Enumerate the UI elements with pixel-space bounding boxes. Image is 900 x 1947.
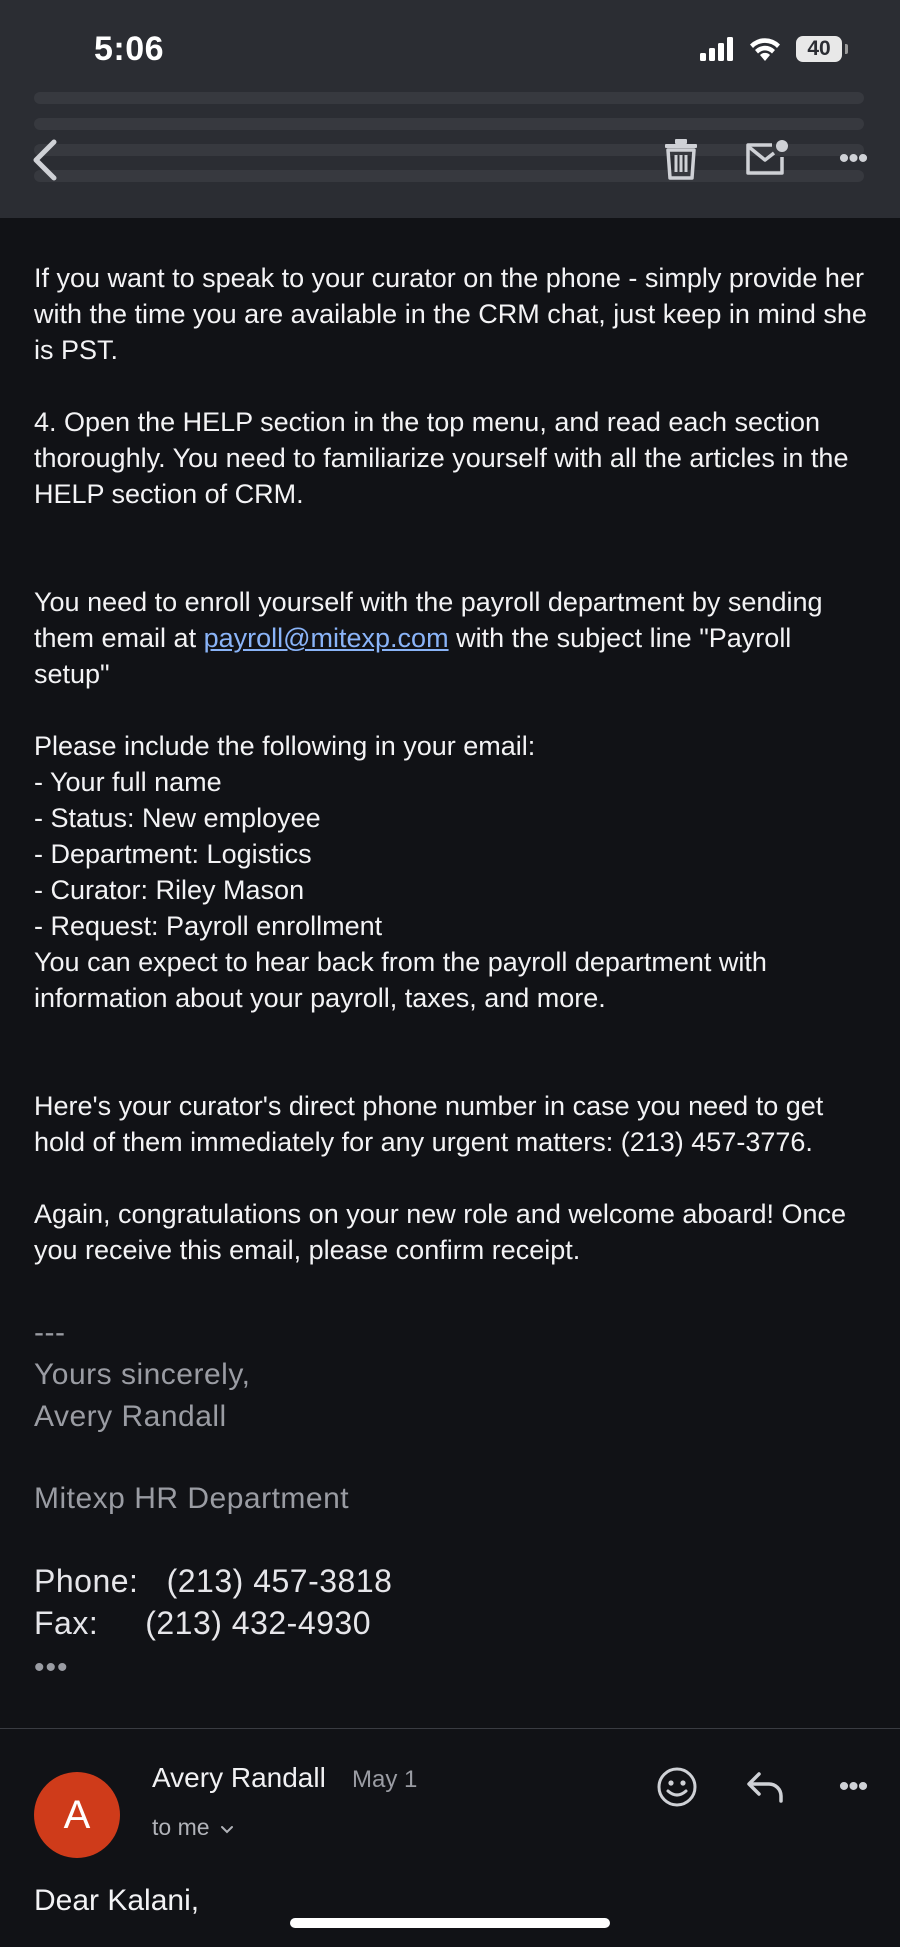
signal-icon xyxy=(700,37,734,61)
list-item: - Department: Logistics xyxy=(34,839,312,869)
message-greeting: Dear Kalani, xyxy=(34,1884,200,1917)
signature-phone: Phone: (213) 457-3818 xyxy=(34,1563,393,1599)
toolbar-actions xyxy=(656,134,878,184)
signature-separator: --- xyxy=(34,1316,66,1349)
chevron-left-icon xyxy=(24,130,64,190)
payroll-text-pre: You need to enroll yourself with the payroll department by sending them email at xyxy=(34,587,823,653)
message-date: May 1 xyxy=(352,1766,418,1793)
closing-paragraph: Again, congratulations on your new role and welcome aboard! Once you receive this email, please confirm receipt. xyxy=(34,1199,846,1265)
phone-paragraph: If you want to speak to your curator on the phone - simply provide her with the time you are available in the CRM chat, just keep in mind she is PST. xyxy=(34,263,867,365)
message-actions xyxy=(652,1762,878,1812)
reply-button[interactable] xyxy=(740,1762,790,1812)
payroll-email-link[interactable]: payroll@mitexp.com xyxy=(203,623,449,653)
status-icons xyxy=(700,36,842,62)
help-paragraph: 4. Open the HELP section in the top menu, and read each section thoroughly. You need to familiarize yourself with all the articles in the HELP section of CRM. xyxy=(34,407,849,509)
signature-fax: Fax: (213) 432-4930 xyxy=(34,1605,372,1641)
message-more-button[interactable] xyxy=(828,1762,878,1812)
delete-button[interactable] xyxy=(656,134,706,184)
sender-name[interactable]: Avery Randall xyxy=(152,1762,326,1793)
curator-phone-paragraph: Here's your curator's direct phone number in case you need to get hold of them immediately for any urgent matters: (213) 457-3776. xyxy=(34,1091,824,1157)
list-item: - Request: Payroll enrollment xyxy=(34,911,383,941)
avatar[interactable]: A xyxy=(34,1772,120,1858)
wifi-icon xyxy=(748,36,782,62)
more-horizontal-icon: ••• xyxy=(838,142,868,175)
chevron-down-icon xyxy=(220,1825,234,1835)
mark-unread-button[interactable] xyxy=(742,134,792,184)
payroll-paragraph xyxy=(34,584,874,692)
status-time: 5:06 xyxy=(94,30,165,68)
mail-dot-icon xyxy=(744,139,790,179)
smiley-icon xyxy=(656,1766,698,1808)
recipient-details-toggle[interactable] xyxy=(152,1814,234,1841)
more-horizontal-icon: ••• xyxy=(838,1770,868,1803)
list-item: - Status: New employee xyxy=(34,803,321,833)
add-reaction-button[interactable] xyxy=(652,1762,702,1812)
back-button[interactable] xyxy=(24,130,64,190)
expect-paragraph: You can expect to hear back from the payroll department with information about your payroll, taxes, and more. xyxy=(34,947,767,1013)
show-trimmed-content-button[interactable]: ••• xyxy=(34,1651,69,1684)
more-options-button[interactable] xyxy=(828,134,878,184)
trash-icon xyxy=(663,138,699,180)
list-item: - Your full name xyxy=(34,767,222,797)
home-indicator[interactable] xyxy=(290,1918,610,1928)
email-body xyxy=(34,200,874,1686)
reply-icon xyxy=(745,1770,785,1804)
battery-indicator: 40 xyxy=(796,36,842,62)
payroll-text-post: with the subject line "Payroll setup" xyxy=(34,623,792,689)
signature-department: Mitexp HR Department xyxy=(34,1482,350,1515)
signature-signoff: Yours sincerely, xyxy=(34,1358,251,1391)
message-divider xyxy=(0,1728,900,1729)
top-app-bar xyxy=(0,0,900,218)
signature-name: Avery Randall xyxy=(34,1400,227,1433)
include-intro: Please include the following in your email: xyxy=(34,731,536,761)
recipient-label: to me xyxy=(152,1814,210,1840)
list-item: - Curator: Riley Mason xyxy=(34,875,305,905)
